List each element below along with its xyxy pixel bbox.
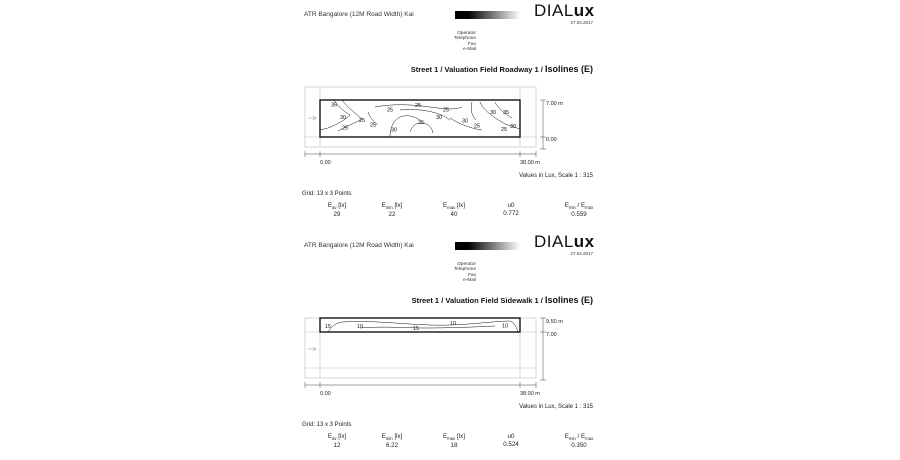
contour-label: 30 — [461, 118, 469, 125]
contact-email: e-Mail — [462, 278, 476, 284]
grid-info: Grid: 13 x 3 Points — [302, 422, 352, 428]
contour-label: 10 — [501, 323, 509, 330]
grid-info: Grid: 13 x 3 Points — [302, 191, 352, 197]
report-sidewalk — [300, 231, 600, 460]
contact-operator: Operator — [457, 31, 476, 36]
contour-label: 15 — [412, 326, 420, 332]
stat-emax: $E_{max}$ [lx] 40 — [443, 202, 465, 219]
contact-email: e-Mail — [462, 47, 476, 53]
stat-u0: u0 0.772 — [503, 202, 519, 217]
page-title: Street 1 / Valuation Field Roadway 1 / Isolines (E) — [410, 64, 593, 74]
contour-label: 25 — [500, 127, 508, 133]
stat-emin: $E_{min}$ [lx] 6.22 — [381, 433, 403, 450]
stat-eav: $E_{av}$ [lx] 12 — [327, 433, 347, 450]
contour-label: 30 — [509, 124, 517, 130]
contour-label: 35 — [417, 120, 425, 126]
isoline-drawing — [300, 82, 600, 172]
contour-label: 25 — [414, 103, 422, 109]
dim-bottom-right: 38.00 m — [520, 391, 540, 397]
valuation-field — [320, 318, 520, 332]
contact-block — [450, 31, 476, 53]
contour-label: 25 — [358, 118, 366, 124]
dialux-logo: DIALux — [534, 1, 595, 20]
project-name: ATR Bangalore (12M Road Width) Kai — [304, 242, 414, 249]
contour-label: 30 — [390, 127, 398, 134]
values-note: Values in Lux, Scale 1 : 315 — [519, 404, 593, 410]
contour-label: 35 — [330, 102, 338, 109]
stat-ratio: $E_{min} / E_{max}$ 0.559 — [564, 202, 594, 219]
contour-label: 25 — [386, 107, 394, 114]
contour-label: 10 — [356, 324, 364, 330]
contour-label: 35 — [502, 110, 510, 116]
stat-ratio: $E_{min} / E_{max}$ 0.350 — [564, 433, 594, 450]
values-note: Values in Lux, Scale 1 : 315 — [519, 173, 593, 179]
dim-bottom-right: 38.00 m — [520, 160, 540, 166]
report-roadway — [300, 0, 600, 230]
dim-bottom-left: 0.00 — [320, 391, 331, 397]
stat-emin: $E_{min}$ [lx] 22 — [381, 202, 403, 219]
direction-arrow-icon — [308, 347, 316, 351]
dim-right-bottom: 0.00 — [546, 137, 557, 143]
contact-fax: Fax — [468, 272, 476, 278]
dim-right-top: 7.00 m — [546, 101, 563, 107]
contour-label: 10 — [449, 321, 457, 327]
contour-label: 25 — [442, 107, 450, 114]
dialux-logo: DIALux — [534, 232, 595, 251]
dim-right-bottom: 7.00 — [546, 332, 557, 338]
horizontal-dimension — [305, 151, 536, 157]
report-date: 27.04.2017 — [570, 20, 593, 25]
contour-label: 30 — [435, 115, 443, 121]
contour-label: 25 — [341, 125, 349, 132]
direction-arrow-icon — [308, 116, 316, 120]
contour-label: 25 — [473, 123, 481, 130]
gradient-bar — [455, 11, 520, 19]
report-date: 27.04.2017 — [570, 251, 593, 256]
dim-right-top: 9.50 m — [546, 319, 563, 325]
isoline-drawing — [300, 313, 600, 403]
contact-telephone: Telephone — [453, 36, 476, 42]
contact-fax: Fax — [468, 41, 476, 47]
horizontal-dimension — [305, 382, 536, 388]
stat-emax: $E_{max}$ [lx] 18 — [443, 433, 465, 450]
stat-u0: u0 0.524 — [503, 433, 519, 448]
contact-telephone: Telephone — [453, 267, 476, 273]
stat-eav: $E_{av}$ [lx] 29 — [327, 202, 347, 219]
contour-label: 25 — [369, 122, 377, 129]
contour-labels — [331, 103, 516, 134]
gradient-bar — [455, 242, 520, 250]
page-title: Street 1 / Valuation Field Sidewalk 1 / Isolines (E) — [411, 295, 593, 305]
contact-block — [450, 262, 476, 284]
dim-bottom-left: 0.00 — [320, 160, 331, 166]
project-name: ATR Bangalore (12M Road Width) Kai — [304, 11, 414, 18]
vertical-dimension — [540, 318, 546, 380]
contour-label: 15 — [324, 324, 332, 330]
contour-label: 30 — [339, 115, 347, 121]
contact-operator: Operator — [457, 262, 476, 267]
contour-label: 30 — [489, 110, 497, 116]
